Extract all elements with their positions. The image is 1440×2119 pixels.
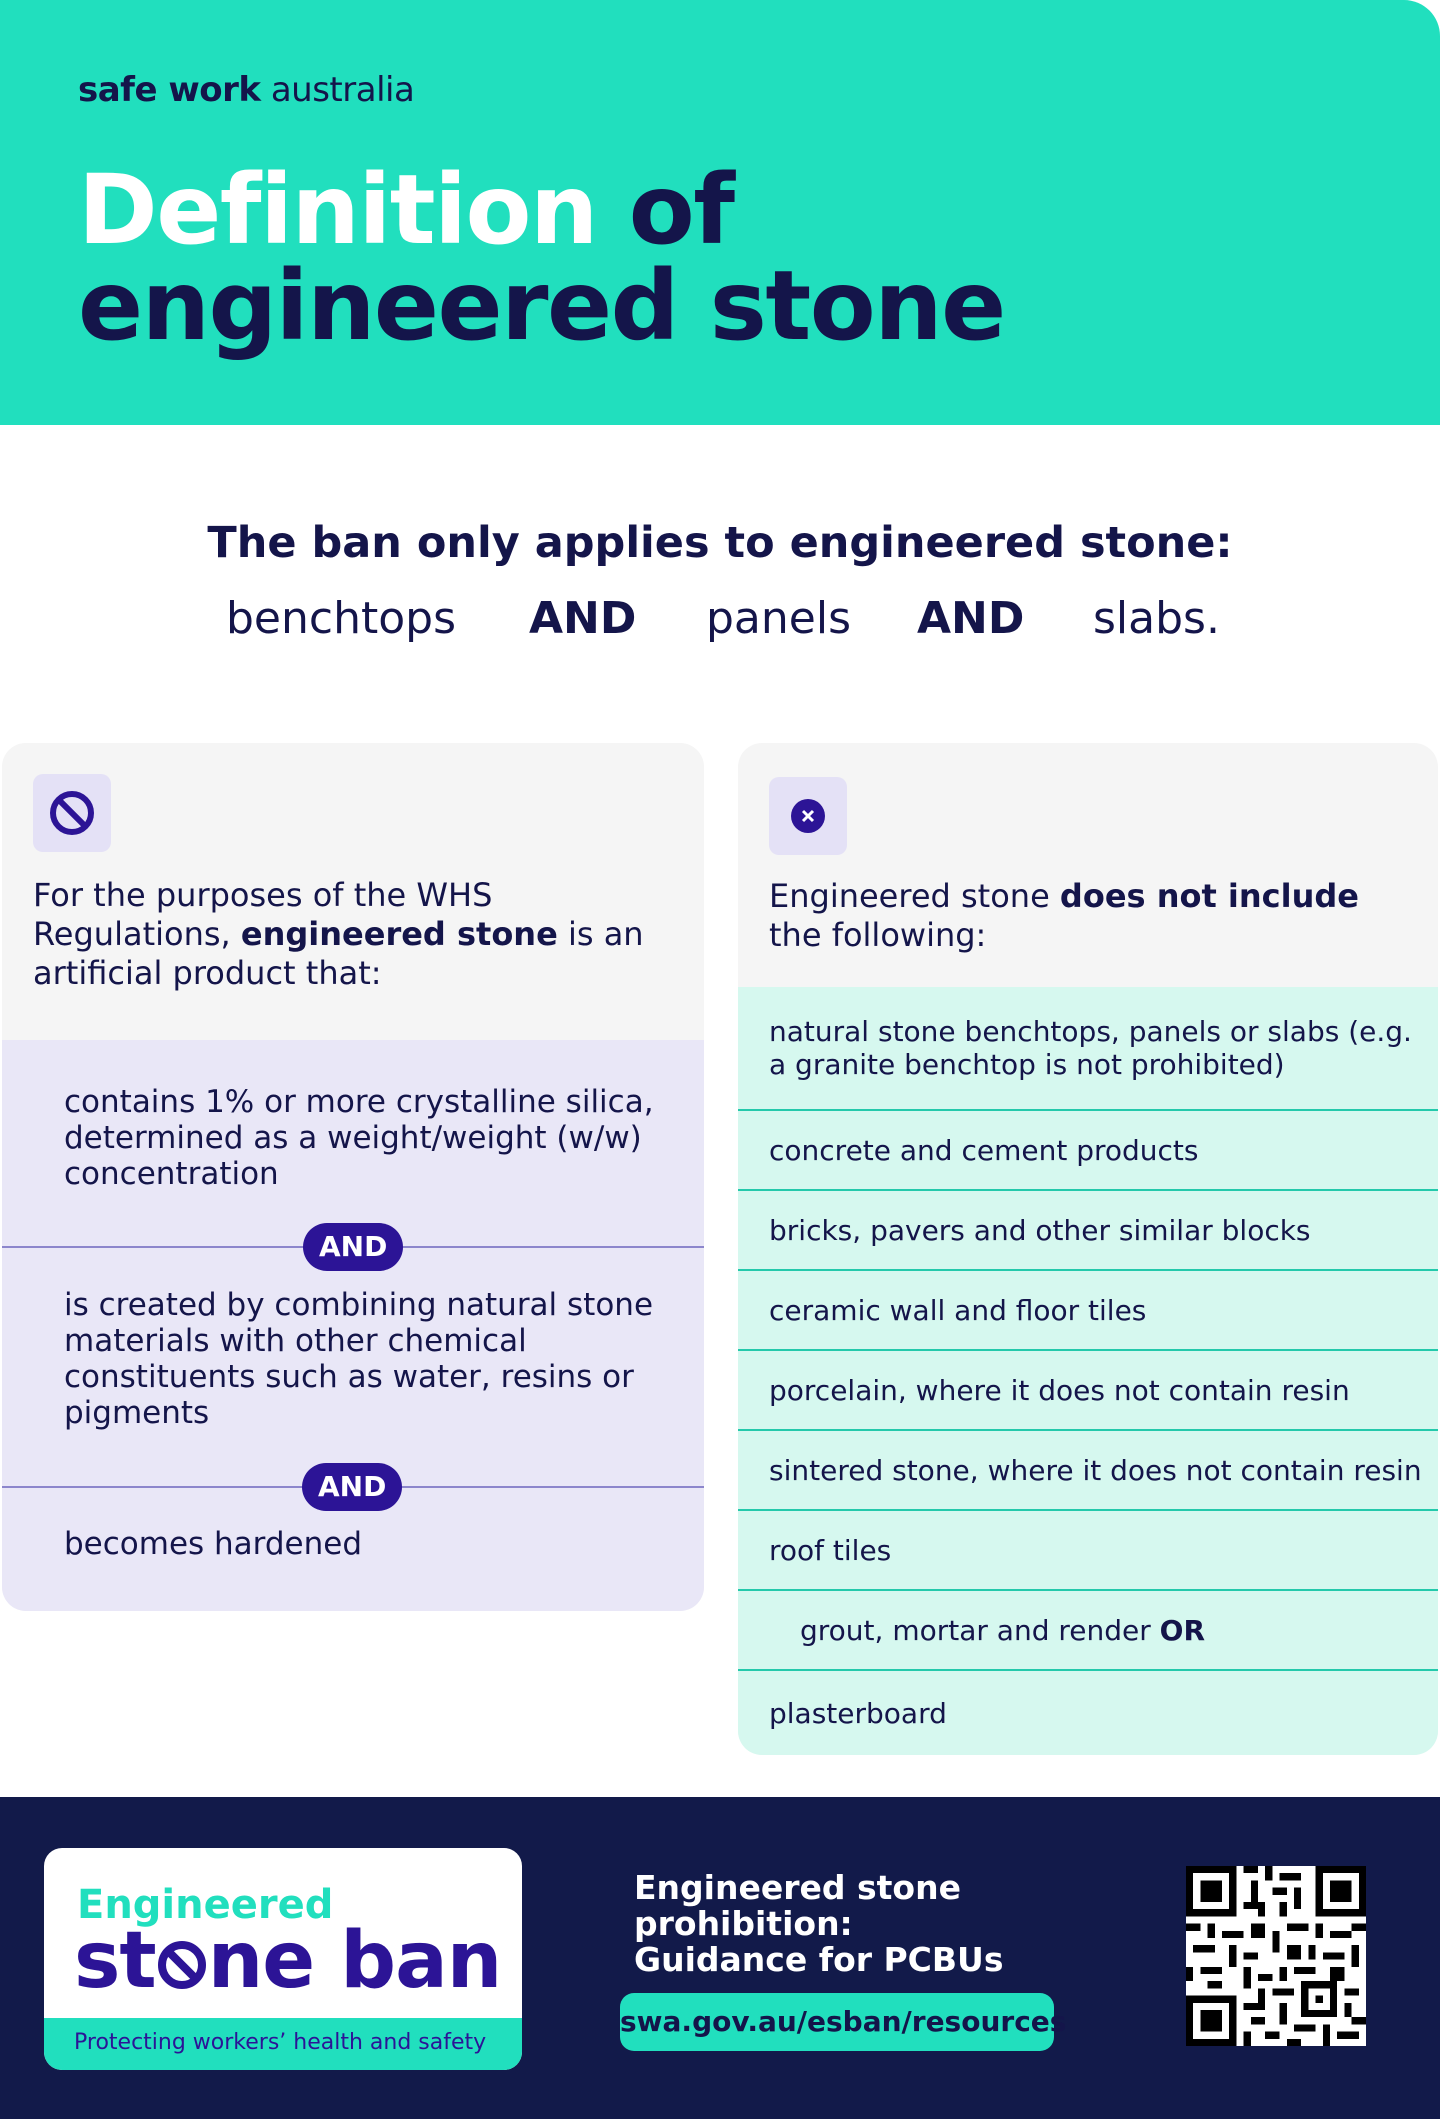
exclusions-list — [738, 987, 1438, 1755]
definition-card — [2, 743, 704, 1611]
guidance-title: Engineered stone prohibition: Guidance for PCBUs — [634, 1868, 1004, 1979]
prohibited-o-icon — [157, 1935, 207, 1991]
stone-ban-logo — [44, 1848, 522, 2070]
list-item: natural stone benchtops, panels or slabs (e.g. a granite benchtop is not prohibited) — [738, 987, 1438, 1111]
intro-item-panels: panels — [706, 593, 851, 644]
close-icon — [769, 777, 847, 855]
list-item: plasterboard — [769, 1696, 947, 1730]
prohibited-icon — [33, 774, 111, 852]
criterion-combining: is created by combining natural stone materials with other chemical constituents such as water, resins or pigments — [64, 1287, 654, 1431]
or-label: OR — [1159, 1613, 1206, 1647]
list-item: concrete and cement products — [738, 1111, 1438, 1191]
list-item: porcelain, where it does not contain resin — [738, 1351, 1438, 1431]
list-item: sintered stone, where it does not contain resin — [738, 1431, 1438, 1511]
intro-and-1: AND — [529, 593, 637, 644]
page-title: Definition of engineered stone — [78, 154, 1005, 362]
intro-item-benchtops: benchtops — [226, 593, 456, 644]
brand-logo: safe work australia — [78, 70, 415, 110]
logo-tagline: Protecting workers’ health and safety — [74, 2030, 487, 2055]
exclusions-card — [738, 743, 1438, 1755]
list-item: grout, mortar and render OR — [738, 1591, 1438, 1671]
criterion-hardened: becomes hardened — [64, 1526, 363, 1562]
logo-text-stone-ban: st ne ban — [74, 1916, 502, 2006]
list-item: bricks, pavers and other similar blocks — [738, 1191, 1438, 1271]
intro-item-slabs: slabs. — [1093, 593, 1220, 644]
intro-and-2: AND — [917, 593, 1025, 644]
and-badge: AND — [303, 1223, 403, 1271]
resources-link[interactable]: swa.gov.au/esban/resources — [620, 1993, 1054, 2051]
definition-intro: For the purposes of the WHS Regulations, engineered stone is an artificial product that: — [33, 876, 644, 992]
intro-heading: The ban only applies to engineered stone: — [207, 518, 1233, 568]
list-item: ceramic wall and floor tiles — [738, 1271, 1438, 1351]
and-badge: AND — [302, 1463, 402, 1511]
exclusions-intro: Engineered stone does not include the following: — [769, 877, 1359, 954]
list-item: roof tiles — [738, 1511, 1438, 1591]
criterion-silica: contains 1% or more crystalline silica, determined as a weight/weight (w/w) concentration — [64, 1084, 654, 1192]
qr-code[interactable] — [1186, 1866, 1366, 2046]
logo-text-engineered: Engineered — [77, 1882, 334, 1928]
